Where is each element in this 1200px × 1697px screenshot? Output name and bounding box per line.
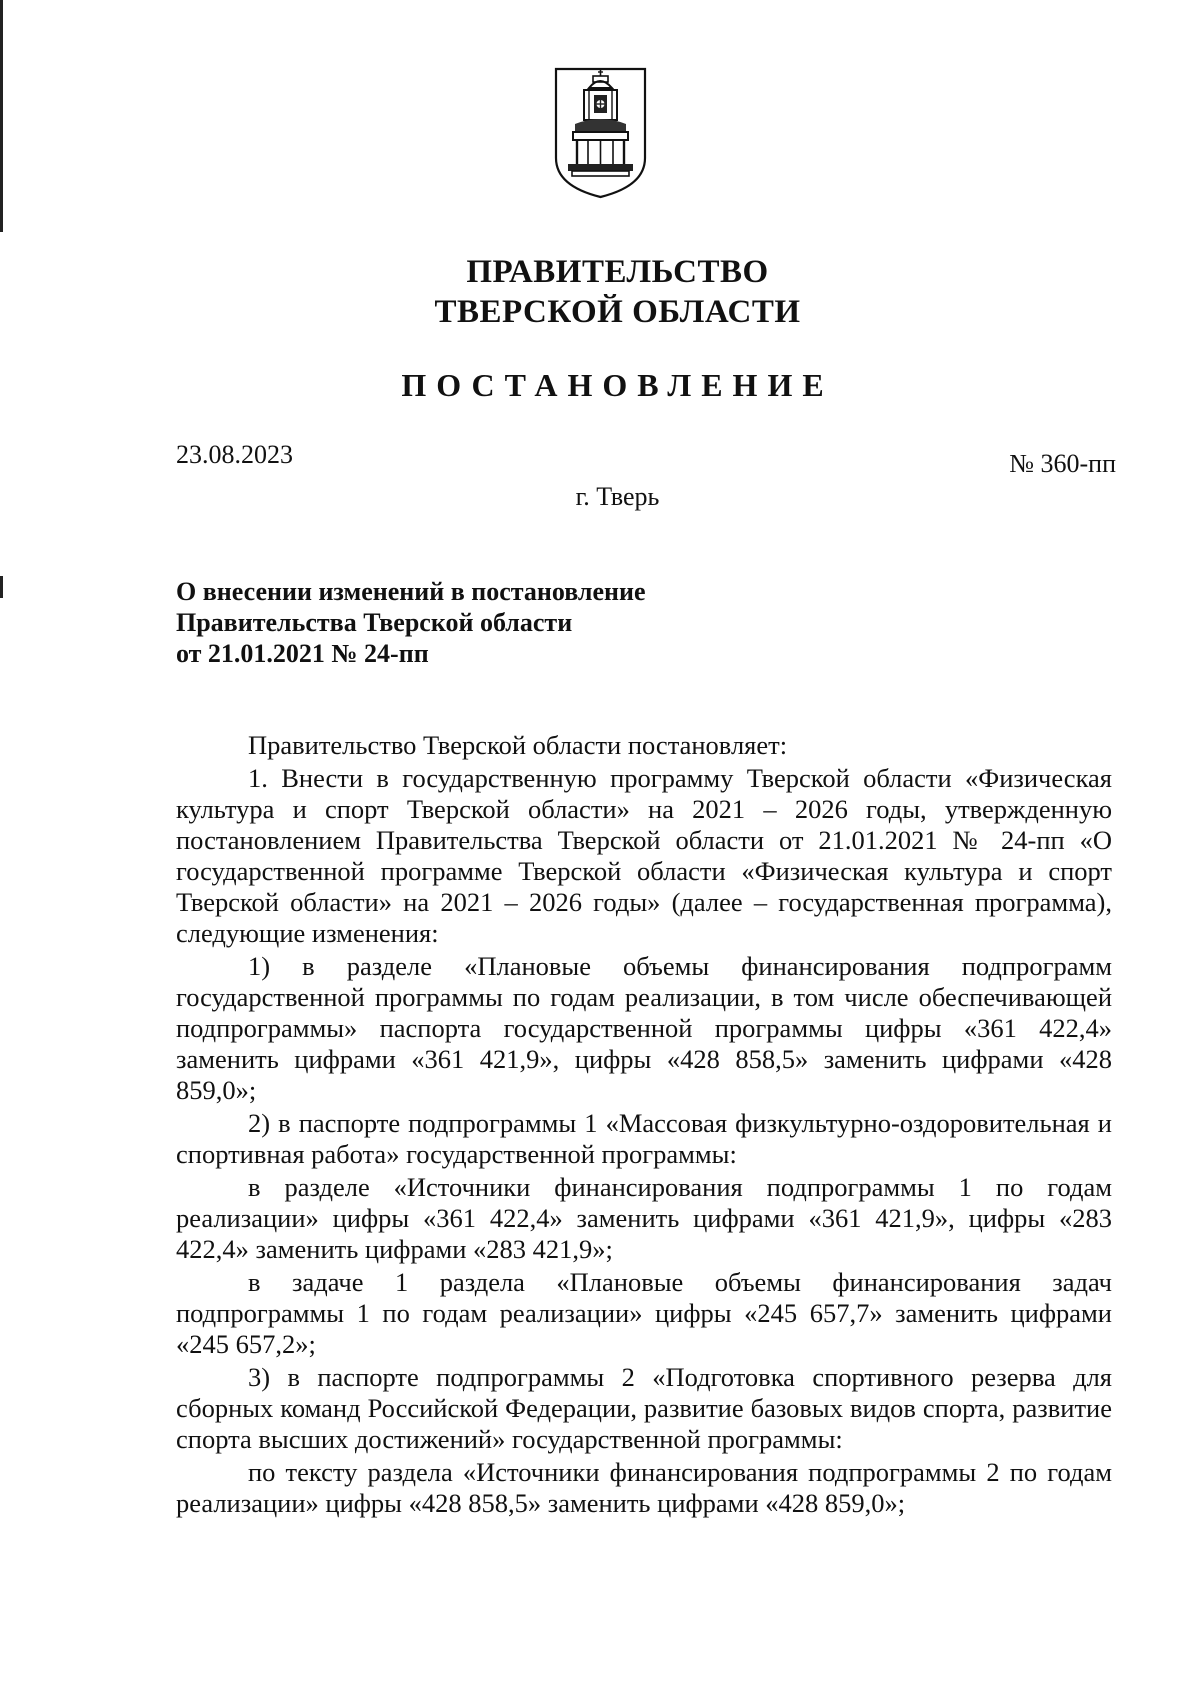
body-paragraph: в разделе «Источники финансирования подпрограммы 1 по годам реализации» цифры «361 422,4» заменить цифрами «361 421,9», цифры «283 422,4» заменить цифрами «283 421,9»; — [176, 1172, 1112, 1264]
body-paragraph: в задаче 1 раздела «Плановые объемы финансирования задач подпрограммы 1 по годам реализации» цифры «245 657,7» заменить цифрами «245 657,2»; — [176, 1267, 1112, 1359]
body-paragraph: 3) в паспорте подпрограммы 2 «Подготовка спортивного резерва для сборных команд Российской Федерации, развитие базовых видов спорта, развитие спорта высших достижений» государственной программы: — [176, 1362, 1112, 1454]
body-paragraph: по тексту раздела «Источники финансирования подпрограммы 2 по годам реализации» цифры «428 858,5» заменить цифрами «428 859,0»; — [176, 1457, 1112, 1518]
document-date: 23.08.2023 — [176, 440, 293, 469]
document-number: № 360-пп — [1009, 449, 1116, 478]
scan-edge-mark — [0, 576, 3, 598]
body-paragraph: 1) в разделе «Плановые объемы финансирования подпрограмм государственной программы по годам реализации, в том числе обеспечивающей подпрограммы» паспорта государственной программы цифры «361 422,4» заменить цифрами «361 421,9», цифры «428 858,5» заменить цифрами «428 859,0»; — [176, 951, 1112, 1105]
scan-edge-mark — [0, 0, 3, 232]
organization-name-line2: ТВЕРСКОЙ ОБЛАСТИ — [434, 294, 801, 330]
subject-line: Правительства Тверской области — [176, 608, 573, 637]
subject-line: от 21.01.2021 № 24-пп — [176, 639, 429, 668]
document-subject — [176, 576, 646, 669]
document-body — [176, 730, 1112, 1521]
body-paragraph: Правительство Тверской области постановляет: — [248, 730, 788, 760]
body-paragraph: 2) в паспорте подпрограммы 1 «Массовая физкультурно-оздоровительная и спортивная работа» государственной программы: — [176, 1108, 1112, 1169]
tver-coat-of-arms-icon — [553, 66, 648, 200]
body-paragraph: 1. Внести в государственную программу Тверской области «Физическая культура и спорт Тверской области» на 2021 – 2026 годы, утвержденную постановлением Правительства Тверской области от 21.01.2021 № 24-пп «О государственной программе Тверской области «Физическая культура и спорт Тверской области» на 2021 – 2026 годы» (далее – государственная программа), следующие изменения: — [176, 763, 1112, 948]
document-city: г. Тверь — [575, 482, 660, 511]
organization-name-line1: ПРАВИТЕЛЬСТВО — [466, 254, 769, 290]
subject-line: О внесении изменений в постановление — [176, 577, 646, 606]
document-type-title: ПОСТАНОВЛЕНИЕ — [401, 367, 834, 403]
